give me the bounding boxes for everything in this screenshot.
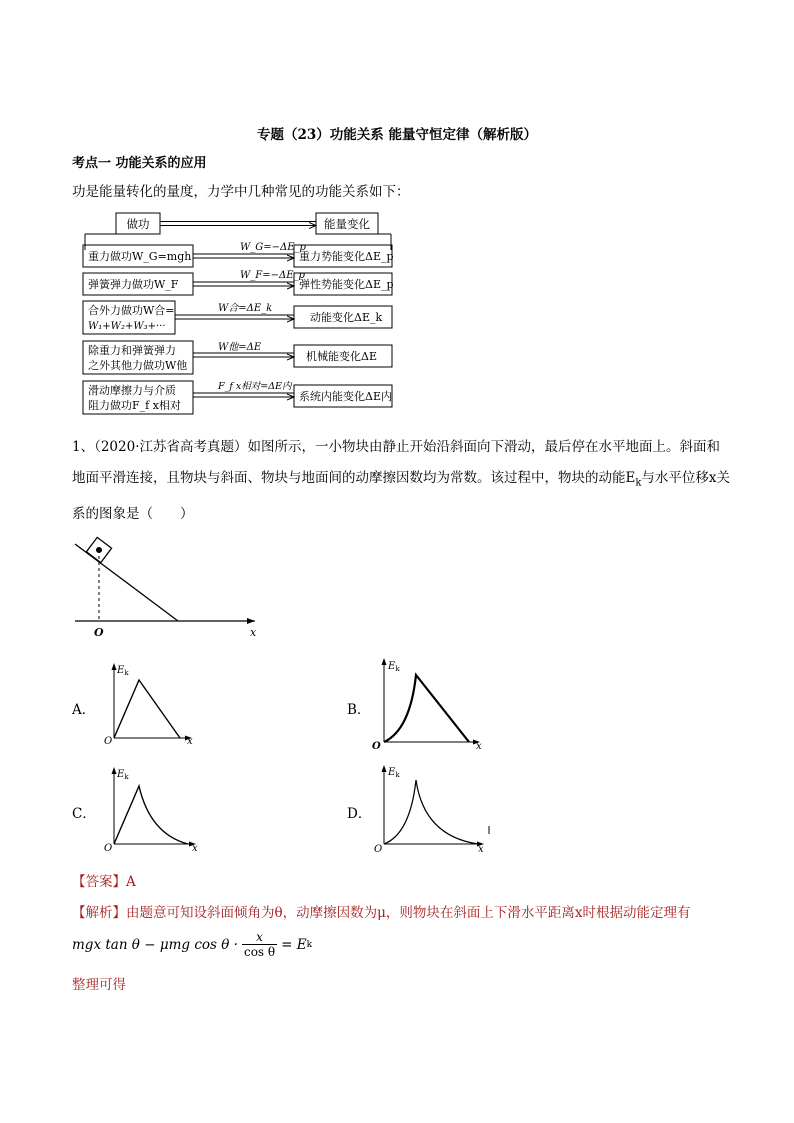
option-a-curve (114, 680, 180, 738)
work-header: 做功 (126, 217, 150, 231)
option-a-graph[interactable] (104, 660, 199, 745)
answer-tag: 【答案】 (72, 874, 126, 890)
option-c-curve (114, 786, 188, 844)
row3-relation: W合=ΔE_k (218, 303, 273, 314)
row3-right: 动能变化ΔE_k (310, 311, 383, 324)
option-d-label[interactable]: D． (347, 806, 372, 822)
answer-value: A (126, 874, 136, 890)
incline-origin: O (94, 626, 104, 639)
row4-left: 除重力和弹簧弹力 (88, 344, 176, 357)
option-a-ylabel: $E_k$ (117, 665, 129, 677)
option-b-curve (384, 675, 469, 742)
option-d-ylabel: $E_k$ (388, 767, 400, 779)
formula-numerator: x (256, 930, 263, 944)
row5-left: 滑动摩擦力与介质 (88, 384, 176, 397)
formula-rhs: = E (281, 936, 307, 953)
option-b-ylabel: $E_k$ (388, 661, 400, 673)
option-b-xlabel: x (476, 741, 482, 752)
row4-left-line2: 之外其他力做功W他 (88, 359, 188, 372)
option-d-curve (384, 780, 478, 844)
question-1-text: 1、（2020·江苏省高考真题）如图所示，一小物块由静止开始沿斜面向下滑动，最后停在水平地面上。斜面和地面平滑连接，且物块与斜面、物块与地面间的动摩擦因数均为常数。该过程中，物块的动能E (72, 439, 720, 486)
option-c-origin: O (104, 843, 113, 854)
option-d-xlabel: x (478, 844, 484, 855)
row4-relation: W他=ΔE (218, 342, 262, 353)
row5-left-line2: 阻力做功F_f x相对 (88, 399, 181, 412)
analysis-line (72, 901, 732, 921)
row1-relation: W_G=−ΔE_p (240, 242, 306, 253)
work-energy-diagram (80, 205, 400, 420)
row2-right: 弹性势能变化ΔE_p (299, 278, 394, 291)
option-b-graph[interactable] (372, 655, 492, 755)
formula-rhs-sub: k (306, 939, 313, 950)
energy-change-header: 能量变化 (324, 217, 370, 231)
row5-right: 系统内能变化ΔE内 (299, 390, 392, 403)
option-c-label[interactable]: C． (72, 806, 96, 822)
option-c-ylabel: $E_k$ (117, 769, 129, 781)
analysis-tag: 【解析】 (72, 905, 126, 921)
option-c-graph[interactable] (104, 764, 204, 854)
question-1-tail: 与水平位移x关系的图象是（ ） (72, 470, 731, 522)
formula-fraction (242, 930, 277, 959)
row3-left: 合外力做功W合= (88, 304, 175, 317)
option-c-xlabel: x (192, 843, 198, 854)
row4-right: 机械能变化ΔE (306, 350, 377, 363)
option-a-origin: O (104, 736, 113, 745)
formula-denominator: cos θ (243, 945, 276, 959)
option-b-label[interactable]: B． (347, 702, 371, 718)
formula-lhs: mgx tan θ − μmg cos θ · (72, 936, 238, 953)
intro-text: 功是能量转化的量度，力学中几种常见的功能关系如下： (72, 184, 410, 200)
row3-left-line2: W₁+W₂+W₃+··· (88, 321, 166, 332)
incline-figure (70, 532, 270, 642)
question-1-sub: k (635, 477, 642, 489)
formula (72, 930, 312, 959)
row2-relation: W_F=−ΔE_p (240, 270, 305, 281)
row1-left: 重力做功W_G=mgh (88, 250, 192, 263)
question-1 (72, 432, 732, 530)
row2-left: 弹簧弹力做功W_F (88, 278, 179, 291)
analysis-text: 由题意可知设斜面倾角为θ，动摩擦因数为μ，则物块在斜面上下滑水平距离x时根据动能定理有 (126, 905, 691, 921)
row5-relation: F_f x相对=ΔE内 (218, 381, 292, 392)
section-heading: 考点一 功能关系的应用 (72, 156, 207, 171)
page-title: 专题（23）功能关系 能量守恒定律（解析版） (257, 127, 537, 143)
incline-x-axis: x (250, 626, 257, 639)
option-b-origin: O (372, 741, 381, 752)
row1-right: 重力势能变化ΔE_p (299, 250, 394, 263)
answer-line (72, 870, 136, 890)
option-d-graph[interactable] (372, 762, 494, 857)
option-a-label[interactable]: A． (72, 702, 96, 718)
tidy-text: 整理可得 (72, 977, 126, 993)
option-a-xlabel: x (187, 736, 193, 745)
option-d-origin: O (374, 844, 383, 855)
